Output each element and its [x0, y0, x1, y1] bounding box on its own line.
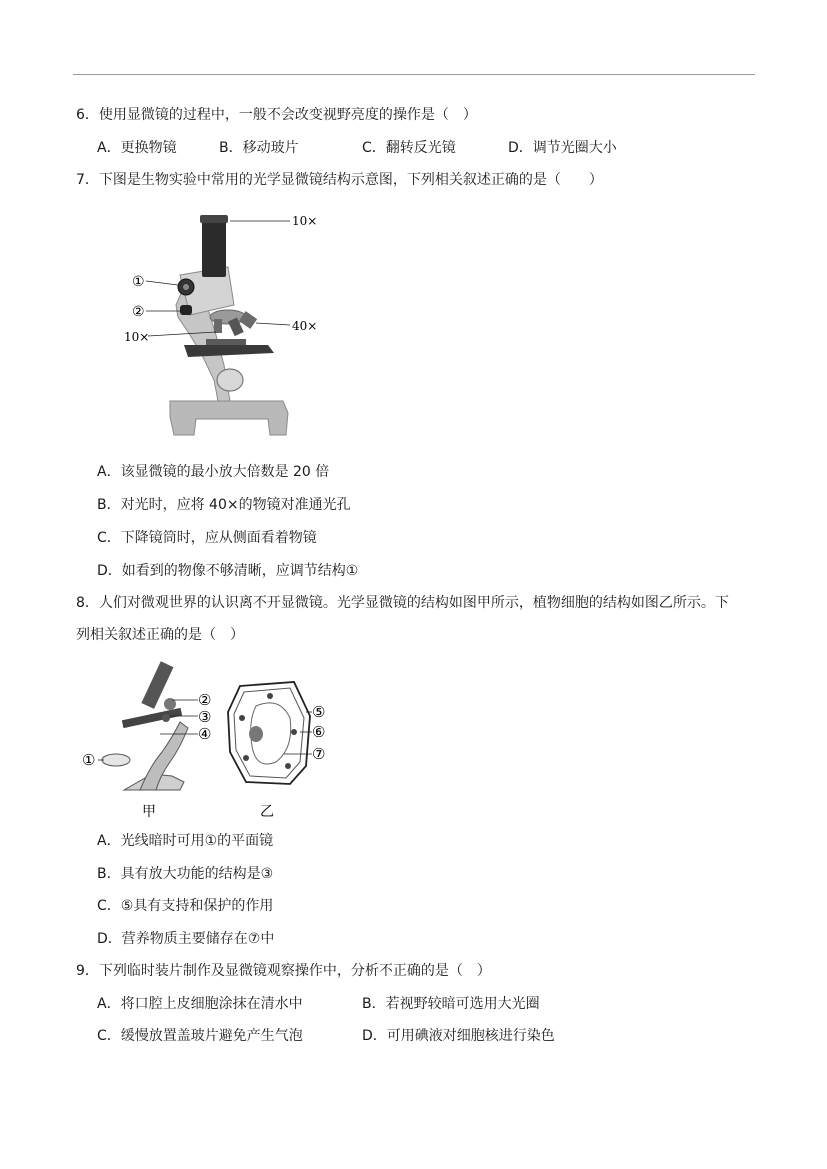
chloroplast-3	[291, 729, 297, 735]
label-c6: ⑥	[312, 723, 326, 741]
chloroplast-1	[239, 715, 245, 721]
question-7-option-d: D．如看到的物像不够清晰，应调节结构①	[97, 563, 359, 579]
question-6-option-b: B．移动玻片	[219, 140, 299, 156]
question-9-option-d: D．可用碘液对细胞核进行染色	[362, 1028, 555, 1044]
label-c5: ⑤	[312, 703, 326, 721]
sketch-knob-fine	[162, 714, 170, 722]
question-8-option-a: A．光线暗时可用①的平面镜	[97, 833, 274, 849]
fine-focus-knob	[180, 305, 192, 315]
label-m1: ①	[82, 751, 96, 769]
nucleus	[249, 726, 263, 742]
coarse-focus-knob-center	[183, 284, 189, 290]
label-eyepiece: 10×	[292, 214, 318, 228]
mirror	[217, 369, 243, 391]
sketch-stage	[122, 708, 182, 728]
microscope-sketch-jia	[82, 661, 211, 820]
question-7-option-a: A．该显微镜的最小放大倍数是 20 倍	[97, 464, 330, 480]
question-8-stem-line1: 8．人们对微观世界的认识离不开显微镜。光学显微镜的结构如图甲所示，植物细胞的结构如图乙所示。下	[76, 595, 729, 611]
label-yi: 乙	[260, 804, 274, 820]
question-6-option-c: C．翻转反光镜	[362, 140, 456, 156]
leader-objective-high	[256, 323, 290, 325]
label-objective-high: 40×	[292, 319, 318, 333]
header-rule	[73, 74, 755, 75]
question-8-option-d: D．营养物质主要储存在⑦中	[97, 931, 275, 947]
stage	[184, 345, 274, 357]
stage-clip	[206, 339, 246, 345]
label-c7: ⑦	[312, 745, 326, 763]
question-9-option-a: A．将口腔上皮细胞涂抹在清水中	[97, 996, 303, 1012]
sketch-mirror	[102, 754, 130, 766]
plant-cell-yi	[228, 682, 325, 820]
label-objective-low: 10×	[124, 330, 150, 344]
label-m3: ③	[198, 708, 212, 726]
question-6-stem: 6．使用显微镜的过程中，一般不会改变视野亮度的操作是（ ）	[76, 107, 477, 123]
label-m4: ④	[198, 725, 212, 743]
question-7-option-b: B．对光时，应将 40×的物镜对准通光孔	[97, 497, 351, 513]
question-6-option-a: A．更换物镜	[97, 140, 177, 156]
eyepiece-tube	[202, 219, 226, 277]
question-7-option-c: C．下降镜筒时，应从侧面看着物镜	[97, 530, 317, 546]
label-jia: 甲	[142, 804, 156, 820]
label-part2: ②	[132, 304, 145, 320]
question-9-option-b: B．若视野较暗可选用大光圈	[362, 996, 540, 1012]
question-9-option-c: C．缓慢放置盖玻片避免产生气泡	[97, 1028, 303, 1044]
label-part1: ①	[132, 274, 145, 290]
question-6-option-d: D．调节光圈大小	[508, 140, 617, 156]
eyepiece-top	[200, 215, 228, 223]
objective-low	[214, 319, 222, 333]
leader-part1	[146, 281, 178, 285]
label-m2: ②	[198, 691, 212, 709]
chloroplast-4	[285, 763, 291, 769]
microscope-figure-q7	[118, 205, 338, 445]
question-8-stem-line2: 列相关叙述正确的是（ ）	[76, 627, 244, 643]
question-8-option-c: C．⑤具有支持和保护的作用	[97, 898, 274, 914]
question-9-stem: 9．下列临时装片制作及显微镜观察操作中，分析不正确的是（ ）	[76, 963, 491, 979]
chloroplast-2	[243, 755, 249, 761]
question-7-stem: 7．下图是生物实验中常用的光学显微镜结构示意图，下列相关叙述正确的是（ ）	[76, 172, 603, 188]
microscope-base	[170, 401, 288, 435]
question-8-option-b: B．具有放大功能的结构是③	[97, 866, 274, 882]
chloroplast-5	[267, 693, 273, 699]
figure-q8	[80, 656, 340, 824]
